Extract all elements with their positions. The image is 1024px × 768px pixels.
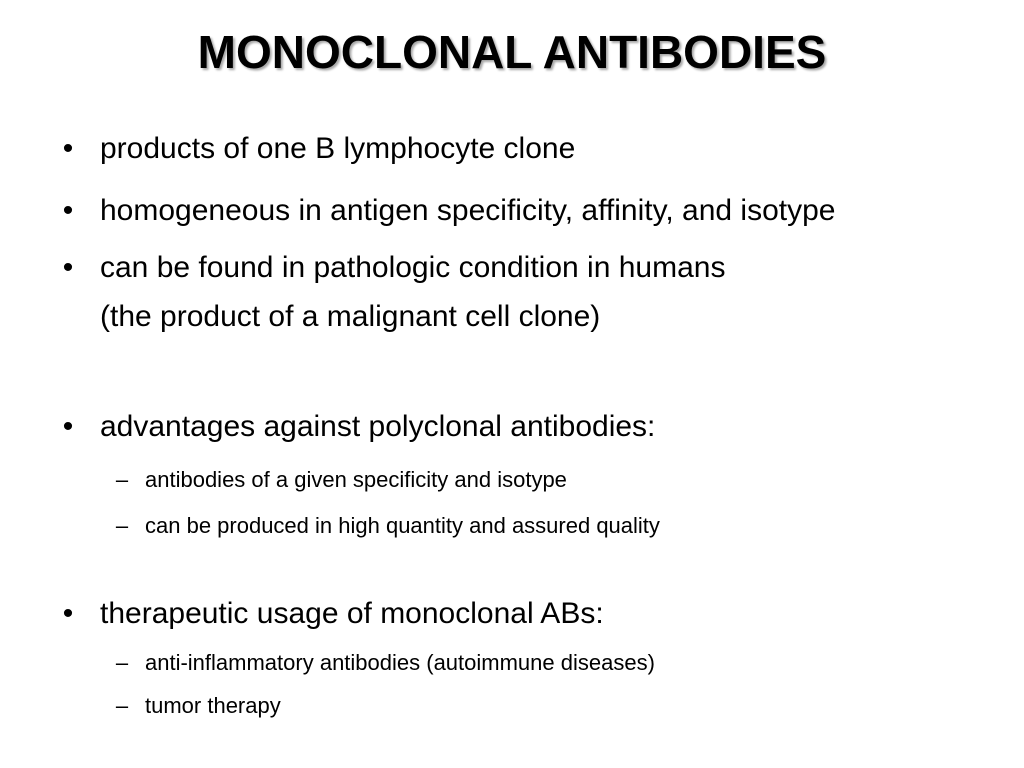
slide-title: MONOCLONAL ANTIBODIES [197, 26, 827, 78]
sub-bullet-text: anti-inflammatory antibodies (autoimmune diseases) [145, 650, 655, 675]
bullet-text: homogeneous in antigen specificity, affinity, and isotype [100, 194, 836, 227]
bullet-text: products of one B lymphocyte clone [100, 132, 576, 165]
bullet-text: therapeutic usage of monoclonal ABs: [100, 597, 604, 630]
dash-marker: – [115, 693, 129, 718]
bullet-marker: • [62, 251, 74, 284]
sub-bullet-text: tumor therapy [145, 693, 281, 718]
dash-marker: – [115, 650, 129, 675]
bullet-text: can be found in pathologic condition in humans [100, 251, 726, 284]
bullet-marker: • [62, 194, 74, 227]
bullet-marker: • [62, 410, 74, 443]
sub-bullet-text: can be produced in high quantity and assured quality [145, 513, 660, 538]
dash-marker: – [115, 467, 129, 492]
bullet-text: advantages against polyclonal antibodies: [100, 410, 656, 443]
bullet-marker: • [62, 132, 74, 165]
sub-bullet-text: antibodies of a given specificity and isotype [145, 467, 567, 492]
bullet-continuation-text: (the product of a malignant cell clone) [100, 300, 601, 333]
bullet-marker: • [62, 597, 74, 630]
dash-marker: – [115, 513, 129, 538]
